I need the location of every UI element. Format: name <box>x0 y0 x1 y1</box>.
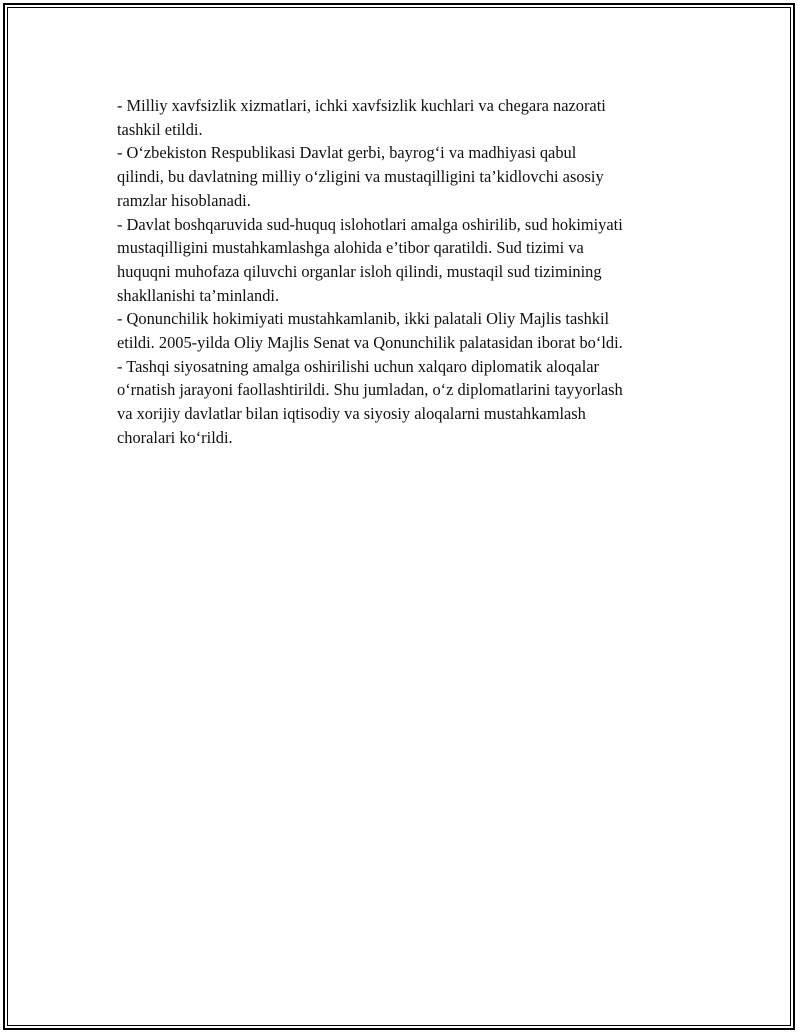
text-line: - O‘zbekiston Respublikasi Davlat gerbi, bayrog‘i va madhiyasi qabul <box>117 143 577 163</box>
text-line: qilindi, bu davlatning milliy o‘zligini va mustaqilligini ta’kidlovchi asosiy <box>117 167 604 187</box>
text-line: va xorijiy davlatlar bilan iqtisodiy va siyosiy aloqalarni mustahkamlash <box>117 404 586 424</box>
text-line: ramzlar hisoblanadi. <box>117 190 251 210</box>
paragraph-judicial-reforms <box>117 213 707 308</box>
paragraph-security-services <box>117 94 707 141</box>
text-line: o‘rnatish jarayoni faollashtirildi. Shu jumladan, o‘z diplomatlarini tayyorlash <box>117 380 623 400</box>
text-line: etildi. 2005-yilda Oliy Majlis Senat va Qonunchilik palatasidan iborat bo‘ldi. <box>117 333 623 353</box>
paragraph-foreign-policy <box>117 355 707 450</box>
text-line: - Qonunchilik hokimiyati mustahkamlanib, ikki palatali Oliy Majlis tashkil <box>117 309 610 329</box>
text-line: mustaqilligini mustahkamlashga alohida e’tibor qaratildi. Sud tizimi va <box>117 238 584 258</box>
text-line: - Milliy xavfsizlik xizmatlari, ichki xavfsizlik kuchlari va chegara nazorati <box>117 96 606 115</box>
paragraph-legislative-power <box>117 307 707 354</box>
text-line: - Tashqi siyosatning amalga oshirilishi uchun xalqaro diplomatik aloqalar <box>117 356 599 376</box>
paragraph-state-symbols <box>117 141 707 212</box>
text-line: huquqni muhofaza qiluvchi organlar isloh qilindi, mustaqil sud tizimining <box>117 261 602 281</box>
text-line: tashkil etildi. <box>117 119 203 139</box>
document-body <box>117 94 707 450</box>
text-line: choralari ko‘rildi. <box>117 427 233 447</box>
text-line: shakllanishi ta’minlandi. <box>117 285 280 305</box>
text-line: - Davlat boshqaruvida sud-huquq islohotlari amalga oshirilib, sud hokimiyati <box>117 214 623 234</box>
